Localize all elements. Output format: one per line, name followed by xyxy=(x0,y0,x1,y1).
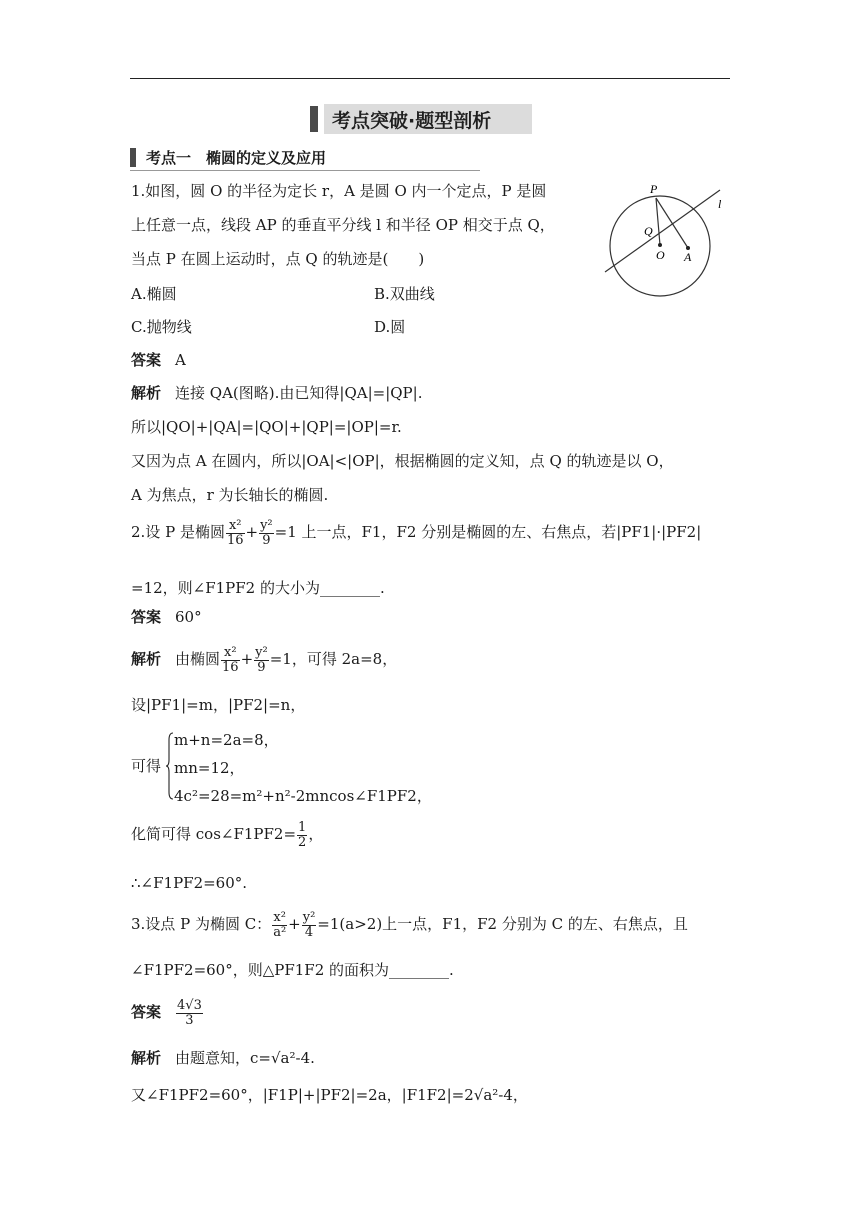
q1-analysis-label: 解析 xyxy=(131,384,162,402)
diagram-segment-ap xyxy=(656,198,688,248)
diagram-point-o xyxy=(658,243,662,247)
q2-answer xyxy=(131,607,202,627)
q1-analysis-1: 连接 QA(图略).由已知得|QA|=|QP|. xyxy=(175,384,423,402)
diagram-segment-op xyxy=(656,198,660,245)
q3-line1: 3.设点 P 为椭圆 C： $\frac{\text{x²}}{\text{a²}}$ + $\frac{\text{y²}}{4}$ =1(a>2)上一点，F1，F2 分别为 C 的左、右焦点，且 xyxy=(131,909,688,940)
diagram-label-o: O xyxy=(656,248,665,262)
diagram-label-l: l xyxy=(718,197,722,211)
q2-frac-y2-9: $\frac{\text{y²}}{9}$ xyxy=(260,517,273,548)
q1-line3: 当点 P 在圆上运动时，点 Q 的轨迹是( ) xyxy=(131,250,425,268)
q2-answer-label: 答案 xyxy=(131,608,162,626)
topic-heading-bar xyxy=(130,148,136,167)
q2-analysis-5: ∴∠F1PF2=60°. xyxy=(131,874,248,892)
diagram-label-a: A xyxy=(684,250,692,264)
q2-analysis-3-pre: 可得 xyxy=(131,757,162,775)
q1-line2: 上任意一点，线段 AP 的垂直平分线 l 和半径 OP 相交于点 Q， xyxy=(131,216,555,234)
q2-line1: 2.设 P 是椭圆 $\frac{\text{x²}}{16}$ + $\frac{\text{y²}}{9}$ =1 上一点，F1，F2 分别是椭圆的左、右焦点，若|PF1|·|PF2| xyxy=(131,517,702,548)
q1-option-d: D.圆 xyxy=(374,318,406,336)
q3-analysis xyxy=(131,1048,315,1068)
q3-line2: ∠F1PF2=60°，则△PF1F2 的面积为________. xyxy=(131,961,454,979)
q2-system-3: 4c²=28=m²+n²-2mncos∠F1PF2， xyxy=(174,787,432,805)
q1-answer-value: A xyxy=(175,351,186,369)
topic-heading xyxy=(130,146,480,171)
q1-analysis-2: 所以|QO|+|QA|=|QO|+|QP|=|OP|=r. xyxy=(131,418,402,436)
q1-option-b: B.双曲线 xyxy=(374,285,435,303)
q2-frac-one-half: $\frac{1}{2}$ xyxy=(298,819,307,850)
q2-analysis: 解析 由椭圆 $\frac{\text{x²}}{16}$ + $\frac{\text{y²}}{9}$ =1，可得 2a=8， xyxy=(131,644,398,675)
q3-answer xyxy=(131,998,204,1028)
q2-answer-value: 60° xyxy=(175,608,202,626)
diagram-label-q: Q xyxy=(644,224,653,238)
q1-option-c: C.抛物线 xyxy=(131,318,192,336)
diagram-label-p: P xyxy=(650,182,658,196)
q2-analysis-4: 化简可得 cos∠F1PF2= $\frac{1}{2}$ ， xyxy=(131,819,324,850)
topic-heading-text: 考点一 椭圆的定义及应用 xyxy=(146,149,327,167)
q2-line1-pre: 2.设 P 是椭圆 xyxy=(131,523,225,541)
q3-answer-label: 答案 xyxy=(131,1003,162,1021)
banner-title: 考点突破·题型剖析 xyxy=(332,110,492,132)
q2-analysis-frac-y2-9: $\frac{\text{y²}}{9}$ xyxy=(255,644,268,675)
top-rule xyxy=(130,78,730,79)
q3-analysis-1: 由题意知，c=√a²-4. xyxy=(175,1049,315,1067)
q3-frac-x2-a2: $\frac{\text{x²}}{\text{a²}}$ xyxy=(273,909,287,940)
q1-answer-label: 答案 xyxy=(131,351,162,369)
q2-analysis-frac-x2-16: $\frac{\text{x²}}{16}$ xyxy=(222,644,239,675)
circle-diagram xyxy=(600,180,740,300)
q3-analysis-2: 又∠F1PF2=60°，|F1P|+|PF2|=2a，|F1F2|=2√a²-4， xyxy=(131,1086,528,1104)
q3-answer-fraction: $\frac{4√3}{3}$ xyxy=(177,997,202,1028)
section-banner xyxy=(310,104,532,134)
q3-frac-y2-4: $\frac{\text{y²}}{4}$ xyxy=(302,909,316,940)
q2-analysis-2: 设|PF1|=m，|PF2|=n， xyxy=(131,696,306,714)
q2-system-1: m+n=2a=8， xyxy=(174,731,279,749)
banner-bar xyxy=(310,106,318,132)
q1-line1: 1.如图，圆 O 的半径为定长 r，A 是圆 O 内一个定点，P 是圆 xyxy=(131,182,547,200)
q1-answer xyxy=(131,350,186,370)
q2-analysis-label: 解析 xyxy=(131,650,162,668)
system-brace xyxy=(166,732,174,800)
q2-frac-x2-16: $\frac{\text{x²}}{16}$ xyxy=(226,517,244,548)
q2-system-2: mn=12， xyxy=(174,759,245,777)
q2-line1-post: =1 上一点，F1，F2 分别是椭圆的左、右焦点，若|PF1|·|PF2| xyxy=(274,523,702,541)
q3-analysis-label: 解析 xyxy=(131,1049,162,1067)
q2-line2: =12，则∠F1PF2 的大小为________. xyxy=(131,579,385,597)
q1-option-a: A.椭圆 xyxy=(131,285,177,303)
q1-analysis-3: 又因为点 A 在圆内，所以|OA|<|OP|，根据椭圆的定义知，点 Q 的轨迹是以 O， xyxy=(131,452,674,470)
q1-analysis xyxy=(131,383,422,403)
q1-analysis-4: A 为焦点，r 为长轴长的椭圆. xyxy=(131,486,329,504)
